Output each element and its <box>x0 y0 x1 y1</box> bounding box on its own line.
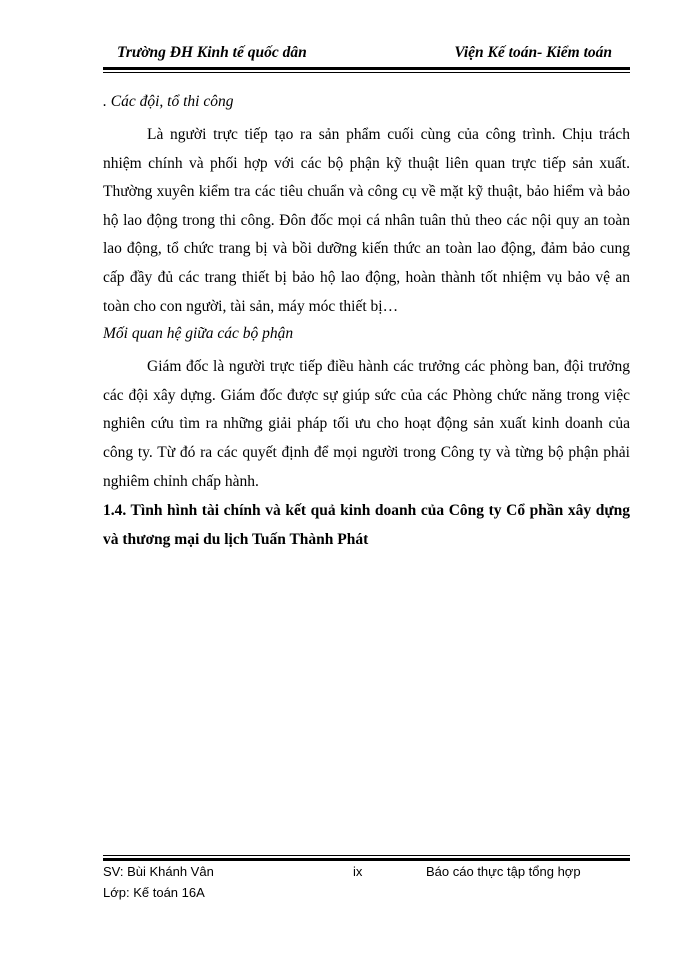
footer-page-number: ix <box>353 864 363 879</box>
header-rule-thin <box>103 72 630 73</box>
footer-rule-thick <box>103 858 630 861</box>
footer-student-name: SV: Bùi Khánh Vân <box>103 864 214 879</box>
page-footer <box>103 864 630 904</box>
paragraph-construction-teams: Là người trực tiếp tạo ra sản phẩm cuối cùng của công trình. Chịu trách nhiệm chính và phối hợp với các bộ phận kỹ thuật liên quan trực tiếp sản xuất. Thường xuyên kiểm tra các tiêu chuẩn và công cụ về mặt kỹ thuật, bảo hiểm và bảo hộ lao động trong thi công. Đôn đốc mọi cá nhân tuân thủ theo các nội quy an toàn lao động, tổ chức trang bị và bồi dưỡng kiến thức an toàn lao động, đảm bảo cung cấp đầy đủ các trang thiết bị bảo hộ lao động, hoàn thành tốt nhiệm vụ bảo vệ an toàn cho con người, tài sản, máy móc thiết bị… <box>103 126 630 315</box>
footer-rule-thin <box>103 855 630 856</box>
footer-class: Lớp: Kế toán 16A <box>103 885 205 900</box>
page-header <box>103 44 630 66</box>
header-rule-thick <box>103 67 630 70</box>
footer-report-title: Báo cáo thực tập tổng hợp <box>426 864 581 879</box>
header-university: Trường ĐH Kinh tế quốc dân <box>117 44 307 61</box>
subheading-construction-teams: . Các đội, tổ thi công <box>103 93 234 110</box>
paragraph-department-relations: Giám đốc là người trực tiếp điều hành các trưởng các phòng ban, đội trưởng các đội xây dựng. Giám đốc được sự giúp sức của các Phòng chức năng trong việc nghiên cứu tìm ra những giải pháp tối ưu cho hoạt động sản xuất kinh doanh của công ty. Từ đó ra các quyết định để mọi người trong Công ty và từng bộ phận phải nghiêm chỉnh chấp hành. <box>103 358 630 490</box>
subheading-department-relations: Mối quan hệ giữa các bộ phận <box>103 325 294 343</box>
page-body <box>103 89 630 554</box>
header-institute: Viện Kế toán- Kiểm toán <box>454 44 612 61</box>
section-heading-1-4: 1.4. Tình hình tài chính và kết quả kinh doanh của Công ty Cổ phần xây dựng và thương mại du lịch Tuấn Thành Phát <box>103 502 630 549</box>
